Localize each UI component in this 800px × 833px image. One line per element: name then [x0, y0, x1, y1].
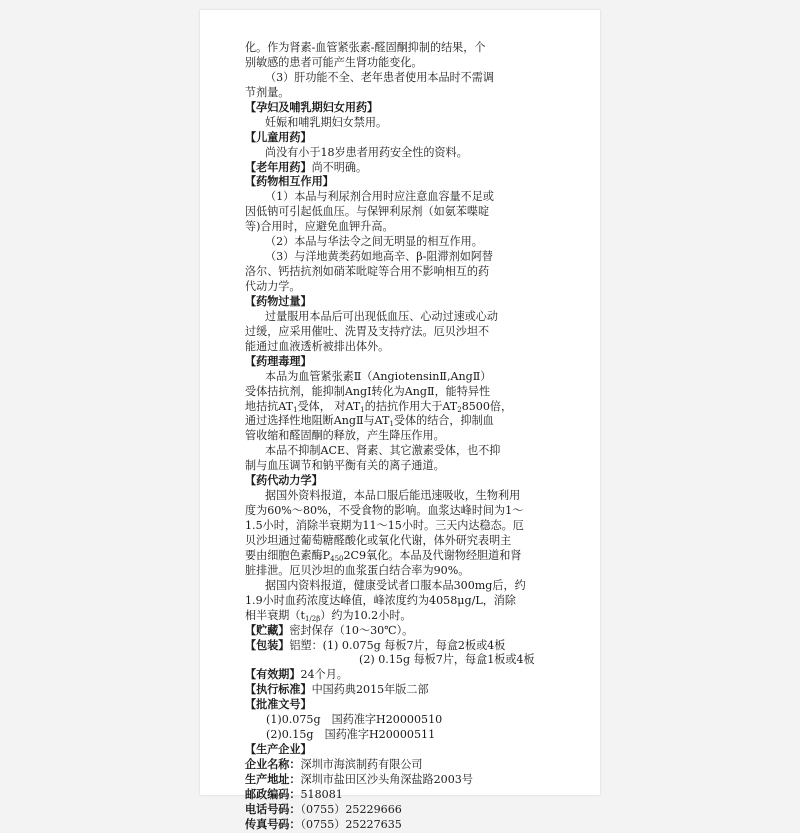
- section-heading-line: [245, 639, 552, 654]
- text-run: 受体， 对AT: [297, 399, 361, 413]
- body-line: 本品为血管紧张素Ⅱ（AngiotensinⅡ,AngⅡ）: [265, 369, 492, 383]
- body-line: 过量服用本品后可出现低血压、心动过速或心动: [265, 309, 498, 323]
- text-run: 要由细胞色素酶P: [245, 548, 331, 562]
- section-heading-line: [245, 161, 552, 176]
- info-value: 深圳市海滨制药有限公司: [300, 758, 423, 771]
- company-info-line: [245, 818, 552, 833]
- body-line: (2) 0.15g 每板7片，每盒1板或4板: [359, 653, 535, 667]
- section-heading: 【孕妇及哺乳期妇女用药】: [245, 100, 379, 114]
- section-heading: 【有效期】: [245, 668, 301, 682]
- info-value: 深圳市盐田区沙头角深盐路2003号: [300, 772, 473, 786]
- body-line: 化。作为肾素-血管紧张素-醛固酮抑制的结果，个: [245, 41, 486, 54]
- section-heading: 【药物过量】: [245, 294, 312, 308]
- subscript: 450: [330, 554, 344, 563]
- body-line: [245, 414, 552, 429]
- text-run: 地拮抗AT: [245, 399, 294, 413]
- body-line: 本品不抑制ACE、肾素、其它激素受体，也不抑: [265, 444, 501, 458]
- body-line: 贝沙坦通过葡萄糖醛酸化或氧化代谢，体外研究表明主: [245, 533, 512, 547]
- info-label: 企业名称：: [245, 758, 301, 771]
- section-body: 24个月。: [300, 668, 348, 682]
- section-body: 密封保存（10～30℃）。: [289, 623, 414, 637]
- body-line: 度为60%～80%，不受食物的影响。血浆达峰时间为1～: [245, 504, 524, 518]
- text-run: 通过选择性地阻断AngⅡ与AT: [245, 414, 390, 428]
- body-line: 过缓，应采用催吐、洗胃及支持疗法。厄贝沙坦不: [245, 324, 490, 338]
- section-heading: 【老年用药】: [245, 160, 312, 174]
- body-line: 代动力学。: [245, 280, 301, 293]
- info-value: （0755）25229666: [300, 802, 402, 816]
- section-heading: 【贮藏】: [245, 623, 290, 637]
- body-line: 1.9小时血药浓度达峰值，峰浓度约为4058μg/L，消除: [245, 593, 516, 607]
- info-label: 邮政编码：: [245, 787, 301, 801]
- section-heading: 【执行标准】: [245, 683, 312, 697]
- info-label: 电话号码：: [245, 802, 301, 816]
- company-info-line: [245, 773, 552, 788]
- section-heading-line: [245, 624, 552, 639]
- leaflet-text: [245, 41, 552, 833]
- body-line: 因低钠可引起低血压。与保钾利尿剂（如氨苯喋啶: [245, 205, 490, 219]
- text-run: 的拮抗作用大于AT: [364, 399, 458, 413]
- body-line: 能通过血液透析被排出体外。: [245, 339, 390, 353]
- body-line: （3）肝功能不全、老年患者使用本品时不需调: [265, 70, 494, 84]
- text-run: 8500倍，: [461, 399, 513, 413]
- subscript: 1: [360, 405, 365, 414]
- leaflet-page: [200, 10, 600, 831]
- section-heading: 【生产企业】: [245, 743, 312, 757]
- section-body: 中国药典2015年版二部: [311, 683, 429, 697]
- body-line: 1.5小时，消除半衰期为11～15小时。三天内达稳态。厄: [245, 519, 524, 532]
- subscript: 1: [293, 405, 298, 414]
- body-line: 受体拮抗剂，能抑制AngⅠ转化为AngⅡ，能特异性: [245, 384, 491, 398]
- body-line: [245, 549, 552, 564]
- body-line: 别敏感的患者可能产生肾功能变化。: [245, 55, 423, 69]
- body-line: 据国外资料报道，本品口服后能迅速吸收，生物利用: [265, 489, 521, 503]
- section-heading-line: [245, 668, 552, 683]
- section-heading: 【药物相互作用】: [245, 175, 334, 189]
- section-heading: 【药代动力学】: [245, 474, 323, 488]
- body-line: 等)合用时，应避免血钾升高。: [245, 220, 394, 234]
- body-line: 洛尔、钙拮抗剂如硝苯吡啶等合用不影响相互的药: [245, 265, 490, 279]
- body-line: [245, 400, 552, 415]
- info-value: （0755）25227635: [300, 817, 402, 831]
- body-line: 节剂量。: [245, 85, 290, 99]
- text-run: 受体的结合，抑制血: [393, 414, 494, 428]
- section-body: 尚不明确。: [311, 160, 368, 174]
- section-heading: 【药理毒理】: [245, 354, 312, 368]
- info-label: 传真号码：: [245, 817, 301, 831]
- section-heading: 【儿童用药】: [245, 130, 312, 144]
- body-line: （2）本品与华法令之间无明显的相互作用。: [265, 235, 483, 249]
- body-line: （3）与洋地黄类药如地高辛、β-阻滞剂如阿替: [265, 250, 494, 264]
- info-value: 518081: [300, 787, 343, 801]
- text-run: 2C9氧化。本品及代谢物经胆道和肾: [343, 548, 522, 562]
- body-line: [245, 609, 552, 624]
- body-line: 尚没有小于18岁患者用药安全性的资料。: [265, 145, 468, 159]
- section-heading: 【包装】: [245, 638, 290, 652]
- section-heading: 【批准文号】: [245, 698, 312, 712]
- company-info-line: [245, 788, 552, 803]
- body-line: 妊娠和哺乳期妇女禁用。: [265, 115, 388, 129]
- body-line: 制与血压调节和钠平衡有关的离子通道。: [245, 459, 445, 473]
- subscript: 1/2β: [304, 614, 321, 623]
- section-body: 铝塑：(1) 0.075g 每板7片，每盒2板或4板: [289, 638, 506, 652]
- text-run: ）约为10.2小时。: [320, 608, 412, 622]
- body-line: 据国内资料报道，健康受试者口服本品300mg后，约: [265, 578, 526, 592]
- body-line: 脏排泄。厄贝沙坦的血浆蛋白结合率为90%。: [245, 563, 470, 577]
- subscript: 1: [389, 420, 394, 429]
- info-label: 生产地址：: [245, 772, 301, 786]
- company-info-line: [245, 803, 552, 818]
- text-run: 相半衰期（t: [245, 608, 305, 622]
- company-info-line: [245, 758, 552, 773]
- section-heading-line: [245, 683, 552, 698]
- subscript: 2: [457, 405, 462, 414]
- body-line: （1）本品与利尿剂合用时应注意血容量不足或: [265, 190, 494, 204]
- body-line: (2)0.15g 国药准字H20000511: [266, 728, 436, 742]
- body-line: (1)0.075g 国药准字H20000510: [266, 713, 443, 727]
- body-line: 管收缩和醛固酮的释放，产生降压作用。: [245, 429, 445, 443]
